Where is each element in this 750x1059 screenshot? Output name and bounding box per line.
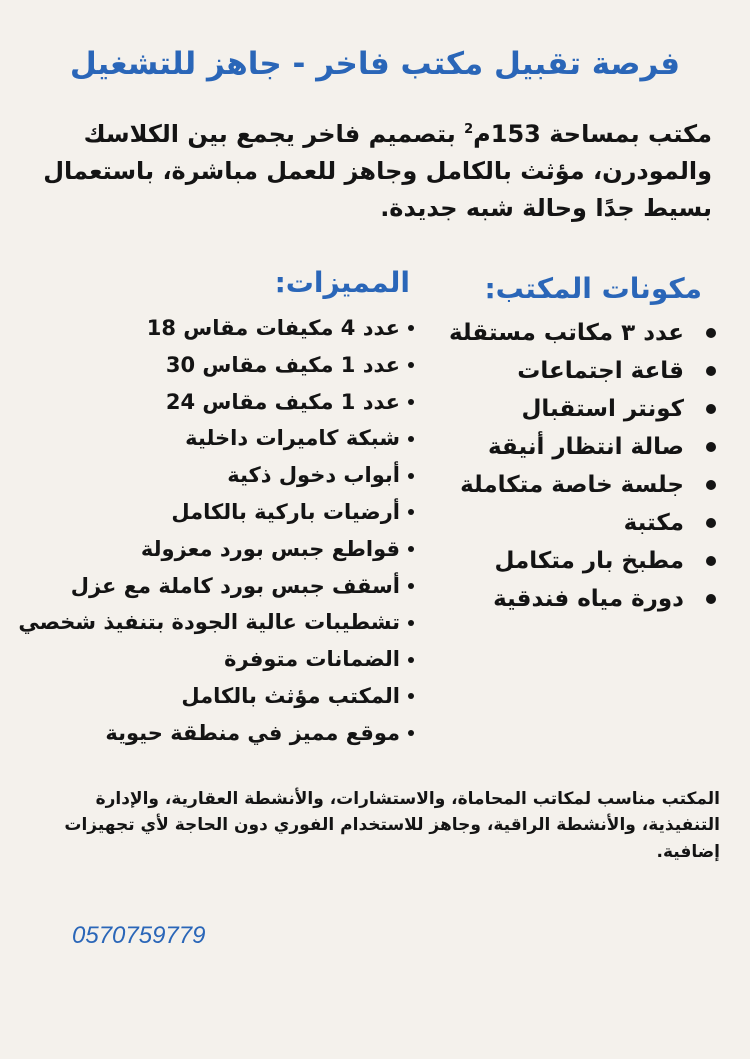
feature-item-label: الضمانات متوفرة	[224, 647, 400, 672]
bullet-icon	[706, 594, 716, 604]
bullet-icon	[408, 620, 414, 626]
intro-text-start: مكتب بمساحة 153م	[473, 120, 712, 148]
feature-item-label: عدد 4 مكيفات مقاس 18	[146, 316, 400, 340]
feature-item-label: عدد 1 مكيف مقاس 30	[165, 352, 400, 377]
bullet-icon	[408, 436, 414, 442]
component-item-label: جلسة خاصة متكاملة	[460, 472, 684, 498]
bullet-icon	[408, 657, 414, 663]
bullet-icon	[706, 366, 716, 376]
bullet-icon	[706, 442, 716, 452]
feature-item-label: أبواب دخول ذكية	[227, 463, 400, 488]
feature-item-label: قواطع جبس بورد معزولة	[140, 536, 400, 561]
feature-item	[4, 457, 414, 494]
feature-item	[4, 420, 414, 457]
feature-item	[4, 347, 414, 384]
feature-item-label: تشطيبات عالية الجودة بتنفيذ شخصي	[18, 610, 400, 635]
bullet-icon	[706, 556, 716, 566]
feature-item	[4, 494, 414, 531]
component-item	[426, 504, 716, 542]
intro-paragraph	[32, 116, 712, 228]
feature-item-label: المكتب مؤثث بالكامل	[181, 683, 400, 708]
components-list	[426, 314, 716, 618]
bullet-icon	[408, 399, 414, 405]
bullet-icon	[408, 473, 414, 479]
suitability-paragraph: المكتب مناسب لمكاتب المحاماة، والاستشارات، والأنشطة العقارية، والإدارة التنفيذية، والأنشطة الراقية، وجاهز للاستخدام الفوري دون الحاجة لأي تجهيزات إضافية.	[64, 789, 720, 862]
area-unit-superscript: 2	[464, 122, 474, 137]
component-item	[426, 390, 716, 428]
component-item-label: دورة مياه فندقية	[493, 586, 684, 612]
feature-item	[4, 531, 414, 568]
intro-text-end: بتصميم فاخر يجمع بين الكلاسك والمودرن، مؤثث بالكامل وجاهز للعمل مباشرة، باستعمال بسيط جدًا وحالة شبه جديدة.	[43, 120, 712, 223]
bullet-icon	[408, 730, 414, 736]
feature-item-label: شبكة كاميرات داخلية	[185, 426, 400, 451]
bullet-icon	[706, 404, 716, 414]
component-item	[426, 428, 716, 466]
feature-item	[4, 384, 414, 421]
features-heading: المميزات:	[274, 266, 410, 299]
component-item-label: كونتر استقبال	[521, 396, 684, 422]
feature-item-label: أسقف جبس بورد كاملة مع عزل	[70, 573, 400, 598]
component-item-label: عدد ٣ مكاتب مستقلة	[448, 320, 684, 346]
component-item-label: مكتبة	[623, 510, 684, 536]
component-item	[426, 352, 716, 390]
bullet-icon	[408, 325, 414, 331]
component-item	[426, 542, 716, 580]
bullet-icon	[706, 480, 716, 490]
component-item	[426, 580, 716, 618]
bullet-icon	[408, 509, 414, 515]
phone-number[interactable]: 0570759779	[72, 922, 206, 949]
feature-item	[4, 715, 414, 752]
feature-item-label: أرضيات باركية بالكامل	[171, 499, 400, 524]
feature-item	[4, 568, 414, 605]
component-item	[426, 466, 716, 504]
bullet-icon	[408, 583, 414, 589]
feature-item	[4, 641, 414, 678]
page-title: فرصة تقبيل مكتب فاخر - جاهز للتشغيل	[69, 46, 681, 82]
component-item-label: قاعة اجتماعات	[517, 358, 684, 384]
components-heading: مكونات المكتب:	[484, 272, 702, 305]
bullet-icon	[408, 693, 414, 699]
feature-item	[4, 310, 414, 347]
feature-item-label: عدد 1 مكيف مقاس 24	[165, 389, 400, 414]
features-list	[4, 310, 414, 752]
component-item	[426, 314, 716, 352]
bullet-icon	[408, 362, 414, 368]
bullet-icon	[408, 546, 414, 552]
bullet-icon	[706, 328, 716, 338]
component-item-label: مطبخ بار متكامل	[494, 548, 684, 574]
feature-item	[4, 678, 414, 715]
component-item-label: صالة انتظار أنيقة	[487, 434, 684, 460]
bullet-icon	[706, 518, 716, 528]
feature-item-label: موقع مميز في منطقة حيوية	[105, 720, 400, 745]
feature-item	[4, 604, 414, 641]
